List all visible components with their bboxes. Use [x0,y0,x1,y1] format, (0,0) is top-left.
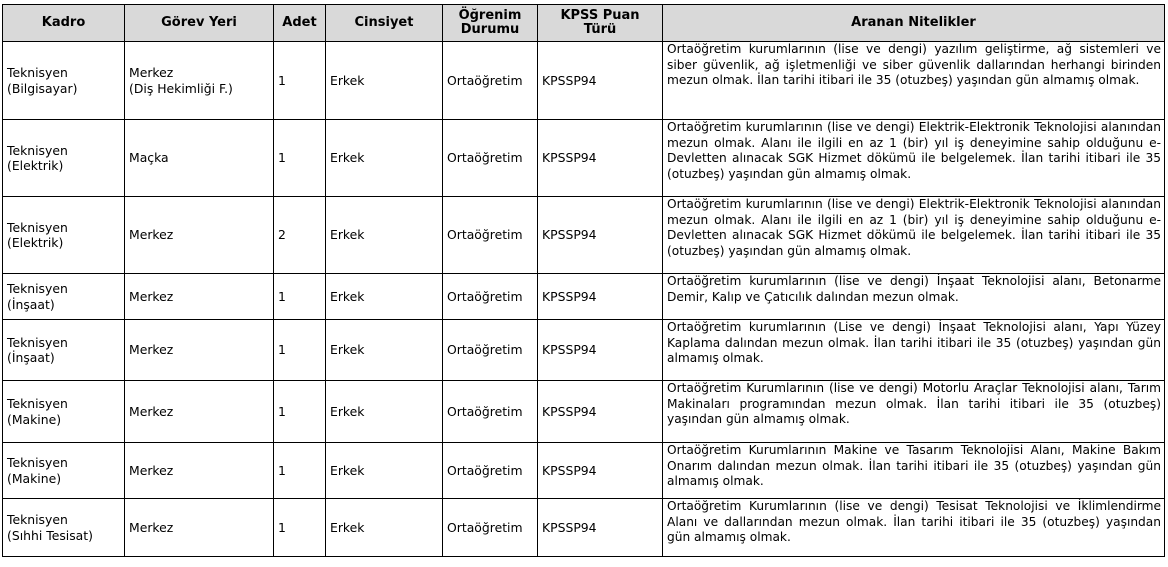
cell-kpss: KPSSP94 [538,443,663,499]
cell-cinsiyet: Erkek [326,42,443,120]
kadro-title: Teknisyen [7,455,68,470]
gorev-yeri-unit: (Diş Hekimliği F.) [129,80,233,96]
kadro-specialty: (İnşaat) [7,296,55,312]
cell-nitelikler: Ortaöğretim Kurumlarının (lise ve dengi) Tesisat Teknolojisi ve İklimlendirme Alanı ve dallarından mezun olmak. İlan tarihi itibari ile 35 (otuzbeş) yaşından gün almamış olmak. [663,499,1165,557]
table-row [3,120,1165,197]
cell-gorev-yeri [125,42,274,120]
table-row [3,197,1165,274]
kadro-specialty: (Elektrik) [7,235,64,250]
cell-nitelikler: Ortaöğretim kurumlarının (lise ve dengi) Elektrik-Elektronik Teknolojisi alanından mezun olmak. Alanı ile ilgili en az 1 (bir) yıl iş deneyimine sahip olduğunu e-Devletten alınacak SGK Hizmet dökümü ile belgelemek. İlan tarihi itibari ile 35 (otuzbeş) yaşından gün almamış olmak. [663,197,1165,274]
cell-kadro [3,381,125,443]
kadro-title: Teknisyen [7,512,68,527]
header-ogrenim-line2: Durumu [460,22,520,37]
staff-positions-table [2,4,1165,557]
table-row [3,42,1165,120]
cell-kpss: KPSSP94 [538,499,663,557]
cell-adet: 1 [274,443,326,499]
cell-adet: 1 [274,381,326,443]
cell-nitelikler: Ortaöğretim kurumlarının (lise ve dengi) İnşaat Teknolojisi alanı, Betonarme Demir, Kalıp ve Çatıcılık dalından mezun olmak. [663,274,1165,320]
header-gorev-yeri: Görev Yeri [125,5,274,42]
header-aranan-nitelikler: Aranan Nitelikler [663,5,1165,42]
cell-gorev-yeri: Merkez [125,499,274,557]
cell-kadro [3,120,125,197]
cell-nitelikler: Ortaöğretim kurumlarının (lise ve dengi) Elektrik-Elektronik Teknolojisi alanından mezun olmak. Alanı ile ilgili en az 1 (bir) yıl iş deneyimine sahip olduğunu e-Devletten alınacak SGK Hizmet dökümü ile belgelemek. İlan tarihi itibari ile 35 (otuzbeş) yaşından gün almamış olmak. [663,120,1165,197]
kadro-title: Teknisyen [7,396,68,411]
cell-ogrenim: Ortaöğretim [443,274,538,320]
header-adet: Adet [274,5,326,42]
cell-gorev-yeri: Maçka [125,120,274,197]
cell-adet: 1 [274,320,326,381]
cell-ogrenim: Ortaöğretim [443,120,538,197]
cell-gorev-yeri: Merkez [125,443,274,499]
cell-cinsiyet: Erkek [326,274,443,320]
header-cinsiyet: Cinsiyet [326,5,443,42]
header-kadro: Kadro [3,5,125,42]
cell-cinsiyet: Erkek [326,120,443,197]
kadro-specialty: (Makine) [7,470,62,486]
cell-adet: 2 [274,197,326,274]
cell-ogrenim: Ortaöğretim [443,197,538,274]
header-ogrenim-durumu [443,5,538,42]
cell-cinsiyet: Erkek [326,499,443,557]
cell-nitelikler: Ortaöğretim kurumlarının (Lise ve dengi) İnşaat Teknolojisi alanı, Yapı Yüzey Kaplama dalından mezun olmak. İlan tarihi itibari ile 35 (otuzbeş) yaşından gün almamış olmak. [663,320,1165,381]
kadro-title: Teknisyen [7,142,68,158]
cell-ogrenim: Ortaöğretim [443,443,538,499]
kadro-specialty: (İnşaat) [7,350,55,365]
table-row [3,499,1165,557]
cell-nitelikler: Ortaöğretim Kurumlarının (lise ve dengi) Motorlu Araçlar Teknolojisi alanı, Tarım Makinaları programından mezun olmak. İlan tarihi itibari ile 35 (otuzbeş) yaşından gün almamış olmak. [663,381,1165,443]
table-row [3,381,1165,443]
kadro-title: Teknisyen [7,65,68,80]
cell-ogrenim: Ortaöğretim [443,499,538,557]
cell-kpss: KPSSP94 [538,320,663,381]
cell-kadro [3,42,125,120]
cell-kadro [3,443,125,499]
cell-adet: 1 [274,42,326,120]
staff-positions-table-container [2,4,1165,557]
cell-nitelikler: Ortaöğretim kurumlarının (lise ve dengi) yazılım geliştirme, ağ sistemleri ve siber güvenlik, ağ işletmenliği ve siber güvenlik dallarından herhangi birinden mezun olmak. İlan tarihi itibari ile 35 (otuzbeş) yaşından gün almamış olmak. [663,42,1165,120]
cell-kpss: KPSSP94 [538,197,663,274]
cell-kpss: KPSSP94 [538,274,663,320]
kadro-specialty: (Bilgisayar) [7,80,78,96]
cell-gorev-yeri: Merkez [125,320,274,381]
header-kpss-puan-turu: KPSS Puan Türü [538,5,663,42]
cell-cinsiyet: Erkek [326,197,443,274]
cell-ogrenim: Ortaöğretim [443,381,538,443]
table-header-row [3,5,1165,42]
cell-adet: 1 [274,120,326,197]
cell-gorev-yeri: Merkez [125,274,274,320]
cell-gorev-yeri: Merkez [125,197,274,274]
header-ogrenim-line1: Öğrenim [458,8,522,23]
table-row [3,320,1165,381]
cell-kadro [3,274,125,320]
cell-kadro [3,320,125,381]
cell-kadro [3,499,125,557]
table-row [3,443,1165,499]
cell-cinsiyet: Erkek [326,443,443,499]
kadro-title: Teknisyen [7,281,68,296]
cell-kadro [3,197,125,274]
cell-adet: 1 [274,274,326,320]
cell-gorev-yeri: Merkez [125,381,274,443]
kadro-specialty: (Elektrik) [7,158,64,173]
cell-kpss: KPSSP94 [538,381,663,443]
cell-cinsiyet: Erkek [326,381,443,443]
kadro-title: Teknisyen [7,219,68,235]
cell-kpss: KPSSP94 [538,42,663,120]
cell-ogrenim: Ortaöğretim [443,42,538,120]
cell-ogrenim: Ortaöğretim [443,320,538,381]
kadro-title: Teknisyen [7,334,68,350]
kadro-specialty: (Sıhhi Tesisat) [7,527,93,543]
cell-adet: 1 [274,499,326,557]
cell-kpss: KPSSP94 [538,120,663,197]
cell-cinsiyet: Erkek [326,320,443,381]
gorev-yeri-name: Merkez [129,65,174,80]
kadro-specialty: (Makine) [7,411,62,427]
table-row [3,274,1165,320]
cell-nitelikler: Ortaöğretim Kurumlarının Makine ve Tasarım Teknolojisi Alanı, Makine Bakım Onarım dalından mezun olmak. İlan tarihi itibari ile 35 (otuzbeş) yaşından gün almamış olmak. [663,443,1165,499]
